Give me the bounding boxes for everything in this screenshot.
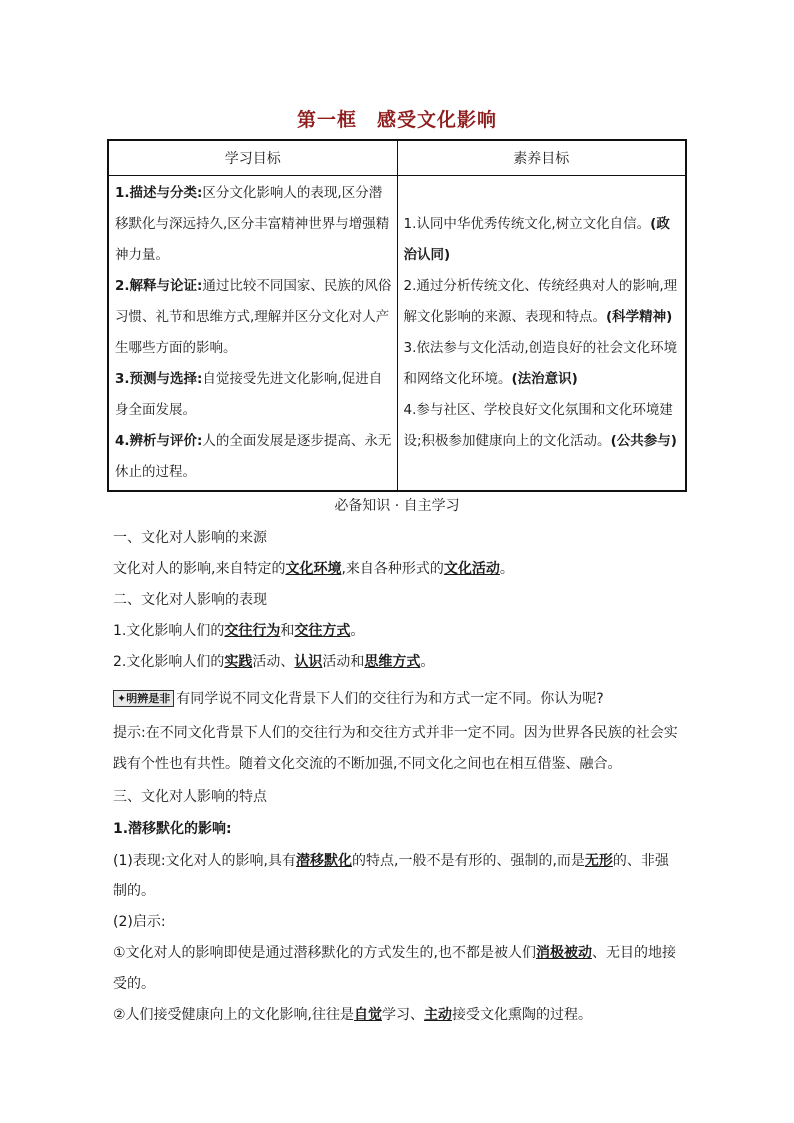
header-learning-goals: 学习目标 xyxy=(108,140,397,176)
keyword: 无形 xyxy=(584,853,613,869)
inspiration-item-2: ②人们接受健康向上的文化影响,往往是自觉学习、主动接受文化熏陶的过程。 xyxy=(113,1007,592,1023)
hint-line-2: 践有个性也有共性。随着文化交流的不断加强,不同文化之间也在相互借鉴、融合。 xyxy=(113,756,622,772)
discussion-question: ✦明辨是非 有同学说不同文化背景下人们的交往行为和方式一定不同。你认为呢? xyxy=(113,688,604,708)
keyword: 主动 xyxy=(424,1007,452,1023)
keyword: 认识 xyxy=(294,654,323,670)
learning-goal-item: 3.预测与选择:自觉接受先进文化影响,促进自身全面发展。 xyxy=(115,371,383,418)
learning-goal-item: 1.描述与分类:区分文化影响人的表现,区分潜移默化与深远持久,区分丰富精神世界与增强精神力量。 xyxy=(115,185,390,263)
feature-subheading: 1.潜移默化的影响: xyxy=(113,821,232,837)
learning-goal-item: 2.解释与论证:通过比较不同国家、民族的风俗习惯、礼节和思维方式,理解并区分文化对人产生哪些方面的影响。 xyxy=(115,278,392,356)
keyword: 交往方式 xyxy=(294,623,351,639)
keyword: 交往行为 xyxy=(224,623,281,639)
heading-source: 一、文化对人影响的来源 xyxy=(113,530,267,546)
literacy-goal-item: 4.参与社区、学校良好文化氛围和文化环境建设;积极参加健康向上的文化活动。(公共参与) xyxy=(403,402,677,449)
header-literacy-goals: 素养目标 xyxy=(397,140,686,176)
source-paragraph: 文化对人的影响,来自特定的文化环境,来自各种形式的文化活动。 xyxy=(113,561,514,577)
feature-expression-line-2: 制的。 xyxy=(113,883,155,899)
inspiration-item-1-cont: 受的。 xyxy=(113,976,155,992)
heading-features: 三、文化对人影响的特点 xyxy=(113,789,267,805)
feature-expression-line-1: (1)表现:文化对人的影响,具有潜移默化的特点,一般不是有形的、强制的,而是无形的、非强 xyxy=(113,853,669,869)
literacy-goal-item: 3.依法参与文化活动,创造良好的社会文化环境和网络文化环境。(法治意识) xyxy=(403,340,678,387)
inspiration-heading: (2)启示: xyxy=(113,914,166,930)
literacy-goals-cell xyxy=(397,176,686,492)
discuss-badge: ✦明辨是非 xyxy=(113,690,174,707)
keyword: 文化环境 xyxy=(285,561,342,577)
section-header: 必备知识 · 自主学习 xyxy=(334,498,460,514)
keyword: 思维方式 xyxy=(364,654,421,670)
page-title: 第一框 感受文化影响 xyxy=(296,109,497,131)
hint-line-1: 提示:在不同文化背景下人们的交往行为和交往方式并非一定不同。因为世界各民族的社会实 xyxy=(113,725,678,741)
goals-table xyxy=(107,139,687,492)
literacy-goal-item: 2.通过分析传统文化、传统经典对人的影响,理解文化影响的来源、表现和特点。(科学精神) xyxy=(403,278,678,325)
learning-goal-item: 4.辨析与评价:人的全面发展是逐步提高、永无休止的过程。 xyxy=(115,433,392,480)
inspiration-item-1: ①文化对人的影响即使是通过潜移默化的方式发生的,也不都是被人们消极被动、无目的地接 xyxy=(113,945,676,961)
keyword: 潜移默化 xyxy=(296,853,352,869)
expression-item-2: 2.文化影响人们的实践活动、认识活动和思维方式。 xyxy=(113,654,435,670)
keyword: 消极被动 xyxy=(536,945,592,961)
heading-expression: 二、文化对人影响的表现 xyxy=(113,592,267,608)
learning-goals-cell xyxy=(108,176,397,492)
keyword: 文化活动 xyxy=(443,561,500,577)
expression-item-1: 1.文化影响人们的交往行为和交往方式。 xyxy=(113,623,365,639)
keyword: 自觉 xyxy=(354,1007,382,1023)
literacy-goal-item: 1.认同中华优秀传统文化,树立文化自信。(政治认同) xyxy=(403,216,670,263)
keyword: 实践 xyxy=(224,654,253,670)
